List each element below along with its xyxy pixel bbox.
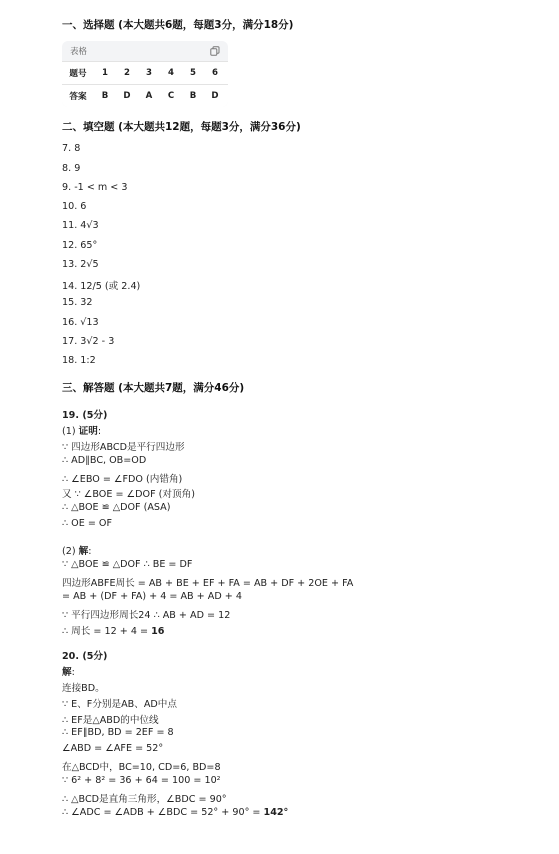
solution-line: ∵ 平行四边形周长24 ∴ AB + AD = 12 — [62, 610, 231, 621]
fill-answer: 16. √13 — [62, 317, 99, 328]
fill-answer: 18. 1:2 — [62, 355, 96, 366]
fill-answer: 11. 4√3 — [62, 220, 99, 231]
table-cell: 2 — [124, 68, 130, 78]
part-prefix: (1) — [62, 426, 79, 437]
fill-answer: 10. 6 — [62, 201, 87, 212]
fill-answer: 14. 12/5 (或 2.4) — [62, 281, 141, 292]
proof-label: 证明 — [78, 426, 98, 437]
answer-table — [62, 41, 228, 107]
solution-line: ∵ E、F分别是AB、AD中点 — [62, 699, 177, 710]
solution-result-line — [62, 807, 288, 818]
q19-part1-label — [62, 423, 101, 437]
solution-line: 在△BCD中，BC=10, CD=6, BD=8 — [62, 762, 221, 773]
solution-label: 解 — [78, 546, 89, 557]
section3-heading: 三、解答题 (本大题共7题，满分46分) — [62, 382, 245, 394]
table-cell: 1 — [102, 68, 108, 78]
table-cell: D — [211, 91, 219, 101]
q20-title: 20. (5分) — [62, 651, 108, 662]
table-cell: 5 — [190, 68, 196, 78]
solution-line: 四边形ABFE周长 = AB + BE + EF + FA = AB + DF + 2OE + FA — [62, 578, 354, 589]
copy-icon[interactable] — [210, 46, 220, 56]
table-cell: A — [145, 91, 153, 101]
solution-line: = AB + (DF + FA) + 4 = AB + AD + 4 — [62, 591, 242, 602]
table-cell: 4 — [168, 68, 174, 78]
solution-result-line — [62, 623, 164, 637]
colon: : — [97, 426, 102, 437]
q19-title: 19. (5分) — [62, 410, 108, 421]
proof-line: ∴ ∠EBO = ∠FDO (内错角) — [62, 474, 183, 485]
proof-line: 又 ∵ ∠BOE = ∠DOF (对顶角) — [62, 489, 195, 500]
table-cell: D — [123, 91, 131, 101]
fill-answer: 7. 8 — [62, 143, 81, 154]
result-prefix: ∴ ∠ADC = ∠ADB + ∠BDC = 52° + 90° = — [62, 807, 264, 818]
solution-line: ∠ABD = ∠AFE = 52° — [62, 743, 164, 754]
fill-answer: 9. -1 < m < 3 — [62, 182, 128, 193]
solution-line: 连接BD。 — [62, 683, 105, 694]
result-value: 16 — [151, 626, 165, 637]
solution-line: ∴ EF∥BD, BD = 2EF = 8 — [62, 727, 174, 738]
table-cell: 答案 — [69, 92, 87, 102]
fill-answer: 17. 3√2 - 3 — [62, 336, 115, 347]
table-cell: C — [167, 91, 175, 101]
colon: : — [71, 667, 75, 678]
fill-answer: 15. 32 — [62, 297, 93, 308]
table-cell: B — [189, 91, 197, 101]
q20-label — [62, 664, 75, 678]
table-grid — [62, 61, 228, 107]
fill-answer: 12. 65° — [62, 240, 98, 251]
proof-line: ∵ 四边形ABCD是平行四边形 — [62, 442, 185, 453]
table-cell: 题号 — [69, 69, 87, 79]
table-row-question-numbers — [62, 61, 228, 84]
table-label: 表格 — [70, 47, 88, 57]
table-cell: 3 — [146, 68, 152, 78]
fill-answer: 8. 9 — [62, 163, 81, 174]
table-row-answers — [62, 84, 228, 107]
result-value: 142° — [263, 807, 289, 818]
table-cell: 6 — [212, 68, 218, 78]
part-prefix: (2) — [62, 546, 79, 557]
table-header-bar — [62, 41, 228, 61]
solution-line: ∴ △BCD是直角三角形，∠BDC = 90° — [62, 794, 227, 805]
proof-line: ∴ AD∥BC, OB=OD — [62, 455, 147, 466]
colon: : — [88, 546, 92, 557]
q19-part2-label — [62, 543, 91, 557]
proof-line: ∴ △BOE ≌ △DOF (ASA) — [62, 502, 171, 513]
section1-heading: 一、选择题 (本大题共6题，每题3分，满分18分) — [62, 19, 294, 31]
solution-line: ∵ △BOE ≌ △DOF ∴ BE = DF — [62, 559, 193, 570]
result-prefix: ∴ 周长 = 12 + 4 = — [62, 626, 152, 637]
solution-line: ∴ EF是△ABD的中位线 — [62, 715, 159, 726]
proof-line: ∴ OE = OF — [62, 518, 112, 529]
solution-line: ∵ 6² + 8² = 36 + 64 = 100 = 10² — [62, 775, 221, 786]
section2-heading: 二、填空题 (本大题共12题，每题3分，满分36分) — [62, 121, 301, 133]
table-cell: B — [101, 91, 109, 101]
solution-label: 解 — [62, 667, 72, 678]
fill-answer: 13. 2√5 — [62, 259, 99, 270]
